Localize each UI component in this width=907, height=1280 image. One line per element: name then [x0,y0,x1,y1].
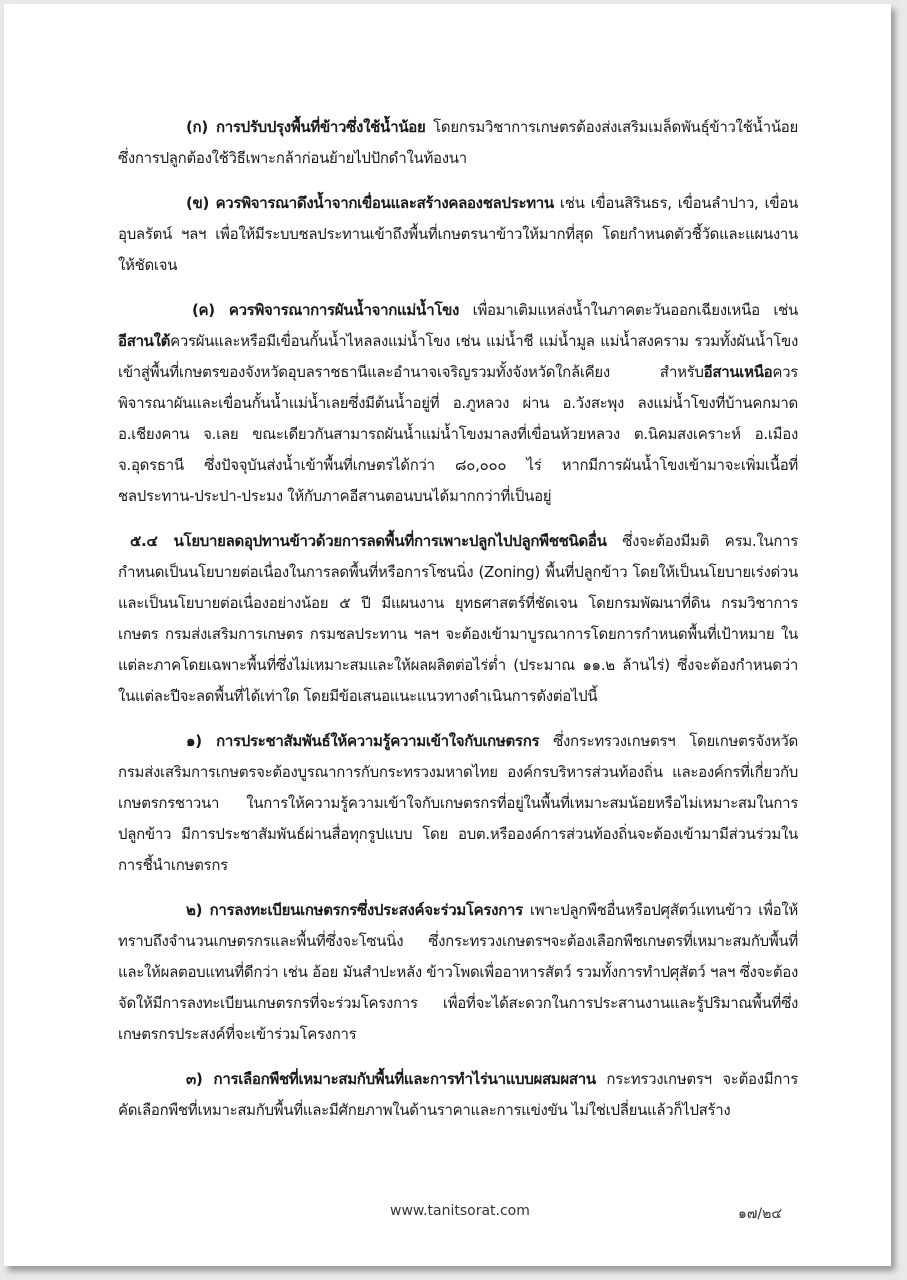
item-heading: ๓) การเลือกพืชที่เหมาะสมกับพื้นที่และการทำไร่นาแบบผสมผสาน [186,1070,596,1088]
item-2 [118,895,798,1050]
paragraph-text: โดยกรมวิชาการเกษตรต้องส่งเสริมเมล็ดพันธุ์ข้าวใช้น้ำน้อย ซึ่งการปลูกต้องใช้วิธีเพาะกล้าก่อนย้ายไปปักดำในท้องนา [118,118,798,167]
footer-website: www.tanitsorat.com [390,1203,530,1219]
item-1 [118,726,798,881]
paragraph-kho [118,188,798,281]
paragraph-text: เช่น เขื่อนสิรินธร, เขื่อนลำปาว, เขื่อนอุบลรัตน์ ฯลฯ เพื่อให้มีระบบชลประทานเข้าถึงพื้นที่เกษตรนาข้าวให้มากที่สุด โดยกำหนดตัวชี้วัดและแผนงานให้ชัดเจน [118,194,798,274]
paragraph-text: ซึ่งกระทรวงเกษตรฯ โดยเกษตรจังหวัด กรมส่งเสริมการเกษตรจะต้องบูรณาการกับกระทรวงมหาดไทย องค์กรบริหารส่วนท้องถิ่น และองค์กรที่เกี่ยวกับเกษตรกรชาวนา ในการให้ความรู้ความเข้าใจกับเกษตรกรที่อยู่ในพื้นที่เหมาะสมน้อยหรือไม่เหมาะสมในการปลูกข้าว มีการประชาสัมพันธ์ผ่านสื่อทุกรูปแบบ โดย อบต.หรือองค์การส่วนท้องถิ่นจะต้องเข้ามามีส่วนร่วมในการชี้นำเกษตรกร [118,732,798,874]
item-3 [118,1064,798,1126]
footer-page-number: ๑๗/๒๔ [738,1206,782,1222]
document-body [118,112,798,1140]
paragraph-kho-mekong [118,295,798,512]
region-isan-north: อีสานเหนือ [703,363,773,381]
section-5-4 [118,526,798,712]
paragraph-lead: (ค) ควรพิจารณาการผันน้ำจากแม่น้ำโขง [192,301,460,319]
paragraph-text: ควรพิจารณาผันและเขื่อนกั้นน้ำแม่น้ำเลยซึ่งมีต้นน้ำอยู่ที่ อ.ภูหลวง ผ่าน อ.วังสะพุง ลงแม่น้ำโขงที่บ้านคกมาด อ.เชียงคาน จ.เลย ขณะเดียวกันสามารถผันน้ำแม่น้ำโขงมาลงที่เขื่อนห้วยหลวง ต.นิคมสงเคราะห์ อ.เมือง จ.อุดรธานี ซึ่งปัจจุบันส่งน้ำเข้าพื้นที่เกษตรได้กว่า ๘๐,๐๐๐ ไร่ หากมีการผันน้ำโขงเข้ามาจะเพิ่มเนื้อที่ชลประทาน-ประปา-ประมง ให้กับภาคอีสานตอนบนได้มากกว่าที่เป็นอยู่ [118,363,798,505]
item-heading: ๑) การประชาสัมพันธ์ให้ความรู้ความเข้าใจกับเกษตรกร [186,732,540,750]
item-heading: ๒) การลงทะเบียนเกษตรกรซึ่งประสงค์จะร่วมโครงการ [186,901,523,919]
paragraph-lead: (ก) การปรับปรุงพื้นที่ข้าวซึ่งใช้น้ำน้อย [186,118,426,136]
paragraph-text: ซึ่งจะต้องมีมติ ครม.ในการกำหนดเป็นนโยบายต่อเนื่องในการลดพื้นที่หรือการโซนนิ่ง (Zoning) พื้นที่ปลูกข้าว โดยให้เป็นนโยบายเร่งด่วนและเป็นนโยบายต่อเนื่องอย่างน้อย ๕ ปี มีแผนงาน ยุทธศาสตร์ที่ชัดเจน โดยกรมพัฒนาที่ดิน กรมวิชาการเกษตร กรมส่งเสริมการเกษตร กรมชลประทาน ฯลฯ จะต้องเข้ามาบูรณาการโดยการกำหนดพื้นที่เป้าหมาย ในแต่ละภาคโดยเฉพาะพื้นที่ซึ่งไม่เหมาะสมและให้ผลผลิตต่อไร่ต่ำ (ประมาณ ๑๑.๒ ล้านไร่) ซึ่งจะต้องกำหนดว่าในแต่ละปีจะลดพื้นที่ได้เท่าใด โดยมีข้อเสนอแนะแนวทางดำเนินการดังต่อไปนี้ [118,532,798,705]
region-isan-south: อีสานใต้ [118,332,171,350]
paragraph-text: เพาะปลูกพืชอื่นหรือปศุสัตว์แทนข้าว เพื่อให้ทราบถึงจำนวนเกษตรกรและพื้นที่ซึ่งจะโซนนิ่ง ซึ่งกระทรวงเกษตรฯจะต้องเลือกพืชเกษตรที่เหมาะสมกับพื้นที่และให้ผลตอบแทนที่ดีกว่า เช่น อ้อย มันสำปะหลัง ข้าวโพดเพื่ออาหารสัตว์ รวมทั้งการทำปศุสัตว์ ฯลฯ ซึ่งจะต้องจัดให้มีการลงทะเบียนเกษตรกรที่จะร่วมโครงการ เพื่อที่จะได้สะดวกในการประสานงานและรู้ปริมาณพื้นที่ซึ่งเกษตรกรประสงค์ที่จะเข้าร่วมโครงการ [118,901,798,1043]
paragraph-lead: (ข) ควรพิจารณาดึงน้ำจากเขื่อนและสร้างคลองชลประทาน [186,194,554,212]
section-heading: ๕.๔ นโยบายลดอุปทานข้าวด้วยการลดพื้นที่การเพาะปลูกไปปลูกพืชชนิดอื่น [130,532,607,550]
paragraph-text: เพื่อมาเติมแหล่งน้ำในภาคตะวันออกเฉียงเหนือ เช่น [459,301,798,319]
paragraph-ko [118,112,798,174]
paragraph-text: ควรผันและหรือมีเขื่อนกั้นน้ำไหลลงแม่น้ำโขง เช่น แม่น้ำชี แม่น้ำมูล แม่น้ำสงคราม รวมทั้งผันน้ำโขงเข้าสู่พื้นที่เกษตรของจังหวัดอุบลราชธานีและอำนาจเจริญรวมทั้งจังหวัดใกล้เคียง สำหรับ [118,332,798,381]
paragraph-text: กระทรวงเกษตรฯ จะต้องมีการคัดเลือกพืชที่เหมาะสมกับพื้นที่และมีศักยภาพในด้านราคาและการแข่งขัน ไม่ใช่เปลี่ยนแล้วก็ไปสร้าง [118,1070,798,1119]
document-page [4,4,891,1266]
